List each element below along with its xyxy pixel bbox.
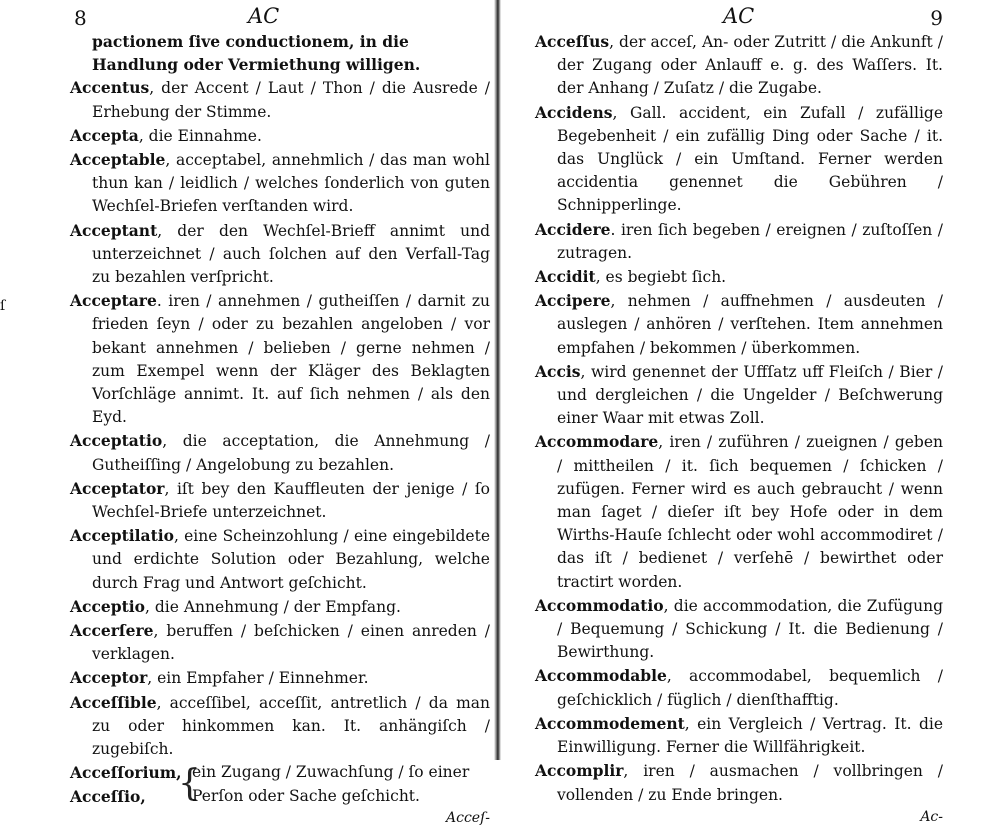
entry-text: . iren ſich begeben / ereignen / zuſtoſſen / zutragen. bbox=[557, 220, 943, 262]
entry-lemma: Acceſſorium, bbox=[70, 763, 182, 783]
entry-text: , acceſſibel, acceſſit, antretlich / da man zu oder hinkommen kan. It. anhängiſch / zugebiſch. bbox=[92, 693, 490, 759]
entry-text: , wird genennet der Uffſatz uff Fleiſch / Bier / und dergleichen / die Ungelder / Beſchwerung einer Waar mit etwas Zoll. bbox=[557, 362, 943, 428]
entry-text: , die Annehmung / der Empfang. bbox=[145, 597, 401, 616]
dictionary-entry bbox=[70, 691, 490, 762]
entry-lemma: Acceptatio bbox=[70, 431, 163, 451]
running-headword: AC bbox=[248, 4, 280, 28]
dictionary-entry bbox=[535, 30, 943, 101]
left-page bbox=[70, 0, 490, 826]
entry-lemma: Accentus bbox=[70, 78, 150, 98]
entry-list bbox=[535, 30, 943, 807]
dictionary-entry bbox=[70, 477, 490, 524]
entry-text: , Gall. accident, ein Zufall / zufällige Begebenheit / ein zufällig Ding oder Sache / it. das Unglück / ein Umſtand. Ferner werden accidentia genennet die Gebühren / Schnipperlinge. bbox=[557, 103, 943, 215]
catchword: Acceſ- bbox=[446, 809, 490, 826]
dictionary-entry bbox=[70, 619, 490, 666]
entry-lemma: Accidere bbox=[535, 219, 611, 239]
page-number: 8 bbox=[74, 6, 87, 30]
margin-mark: ſ bbox=[0, 298, 6, 314]
entry-text: , der acceſ, An- oder Zutritt / die Ankunft / der Zugang oder Anlauff e. g. des Waſſers. It. der Anhang / Zuſatz / die Zugabe. bbox=[557, 33, 943, 98]
entry-text: , der Accent / Laut / Thon / die Ausrede / Erhebung der Stimme. bbox=[92, 79, 490, 121]
entry-text: , iren / ausmachen / vollbringen / vollenden / zu Ende bringen. bbox=[557, 762, 943, 804]
catchword: Ac- bbox=[920, 808, 943, 825]
entry-text: , iren / zuführen / zueignen / geben / mittheilen / it. ſich bequemen / ſchicken / zufügen. Ferner wird es auch gebraucht / wenn man ſaget / dieſer iſt bey Hofe oder in dem Wirths-Hauſe ſchlecht oder wohl accommodiret / das iſt / bedienet / verſehē / bewirthet oder tractirt worden. bbox=[557, 433, 943, 591]
entry-text: , nehmen / auffnehmen / ausdeuten / auslegen / anhören / verſtehen. Item annehmen empfahen / bekommen / überkommen. bbox=[557, 292, 943, 357]
dictionary-entry bbox=[535, 759, 943, 806]
dictionary-entry bbox=[535, 664, 943, 711]
entry-lemma: Acceptable bbox=[70, 150, 166, 170]
continuation-text: pactionem ſive conductionem, in die Handlung oder Vermiethung willigen. bbox=[92, 32, 421, 75]
entry-lemma: Accepta bbox=[70, 125, 139, 145]
entry-lemma: Accommodatio bbox=[535, 595, 664, 615]
entry-lemma: Acceptare bbox=[70, 291, 157, 311]
page-number: 9 bbox=[930, 6, 943, 30]
entry-lemma: Accidit bbox=[535, 267, 596, 287]
dictionary-entry bbox=[70, 429, 490, 476]
dictionary-entry bbox=[70, 289, 490, 429]
entry-text: , beruffen / beſchicken / einen anreden / verklagen. bbox=[92, 622, 490, 664]
entry-lemma: Accis bbox=[535, 361, 581, 381]
entry-lemma: Acceſſio, bbox=[70, 786, 146, 806]
dictionary-entry bbox=[70, 524, 490, 595]
entry-lemma: Acceptator bbox=[70, 478, 165, 498]
dictionary-entry bbox=[70, 219, 490, 290]
entry-lemma: Acceſſus bbox=[535, 32, 610, 51]
entry-lemma: Acceptor bbox=[70, 668, 148, 688]
entry-list bbox=[70, 76, 490, 761]
running-headword: AC bbox=[723, 4, 755, 28]
entry-lemma: Acceptant bbox=[70, 220, 158, 240]
entry-text: , es begiebt ſich. bbox=[595, 268, 727, 287]
dictionary-entry bbox=[535, 218, 943, 265]
dictionary-entry bbox=[535, 430, 943, 593]
entry-text: , die acceptation, die Annehmung / Gutheiſſing / Angelobung zu bezahlen. bbox=[92, 432, 490, 474]
entry-text: , die accommodation, die Zufügung / Bequemung / Schickung / It. die Bedienung / Bewirthung. bbox=[557, 596, 943, 662]
entry-lemma: Acceptilatio bbox=[70, 526, 174, 546]
dictionary-entry bbox=[70, 76, 490, 123]
entry-text: , eine Scheinzohlung / eine eingebildete und erdichte Solution oder Bezahlung, welche durch Frag und Antwort geſchicht. bbox=[92, 527, 490, 592]
dictionary-entry bbox=[535, 594, 943, 665]
dictionary-entry bbox=[535, 712, 943, 759]
entry-text: , iſt bey den Kauffleuten der jenige / ſo Wechſel-Briefe unterzeichnet. bbox=[92, 479, 490, 522]
right-page bbox=[535, 0, 943, 825]
dictionary-entry bbox=[535, 265, 943, 289]
dictionary-entry bbox=[535, 289, 943, 360]
entry-text: . iren / annehmen / gutheiſſen / darnit zu frieden ſeyn / oder zu bezahlen angeloben / vor bekant annehmen / belieben / gerne nehmen / zum Exempel wenn der Kläger des Beklagten Vorſchläge annimt. It. auf ſich nehmen / als den Eyd. bbox=[92, 292, 490, 427]
dictionary-entry bbox=[70, 595, 490, 619]
brace-icon: { bbox=[178, 763, 201, 805]
left-page-header bbox=[70, 0, 490, 30]
entry-lemma: Accommodement bbox=[535, 713, 685, 733]
entry-lemma: Acceptio bbox=[70, 596, 145, 616]
entry-text: , accommodabel, bequemlich / geſchicklich / füglich / dienſthafftig. bbox=[557, 667, 943, 709]
dictionary-entry bbox=[70, 148, 490, 219]
dictionary-entry bbox=[70, 666, 490, 690]
entry-text: ein Zugang / Zuwachſung / ſo einer Perſon oder Sache geſchicht. bbox=[192, 763, 470, 805]
entry-text: , ein Vergleich / Vertrag. It. die Einwilligung. Ferner die Willfährigkeit. bbox=[557, 714, 943, 757]
entry-text: , ein Empfaher / Einnehmer. bbox=[147, 669, 369, 688]
entry-lemma: Accerſere bbox=[70, 621, 154, 641]
entry-text: , die Einnahme. bbox=[138, 126, 262, 145]
entry-lemma: Accommodable bbox=[535, 666, 667, 686]
dictionary-entry bbox=[535, 360, 943, 431]
entry-text: , der den Wechſel-Brieff annimt und unterzeichnet / auch ſolchen auf den Verfall-Tag zu bezahlen verſpricht. bbox=[92, 221, 490, 287]
dictionary-entry bbox=[70, 124, 490, 148]
entry-text: , acceptabel, annehmlich / das man wohl thun kan / leidlich / welches ſonderlich von guten Wechſel-Briefen verſtanden wird. bbox=[92, 151, 490, 216]
book-gutter bbox=[494, 0, 501, 760]
right-page-header bbox=[535, 0, 943, 30]
entry-lemma: Accidens bbox=[535, 102, 613, 122]
entry-lemma: Accommodare bbox=[535, 432, 659, 452]
combined-lemmas bbox=[70, 761, 182, 807]
entry-lemma: Accomplir bbox=[535, 761, 624, 781]
entry-lemma: Accipere bbox=[535, 291, 611, 311]
entry-lemma: Acceſſible bbox=[70, 692, 157, 712]
dictionary-entry bbox=[535, 101, 943, 218]
combined-entry bbox=[70, 761, 490, 807]
